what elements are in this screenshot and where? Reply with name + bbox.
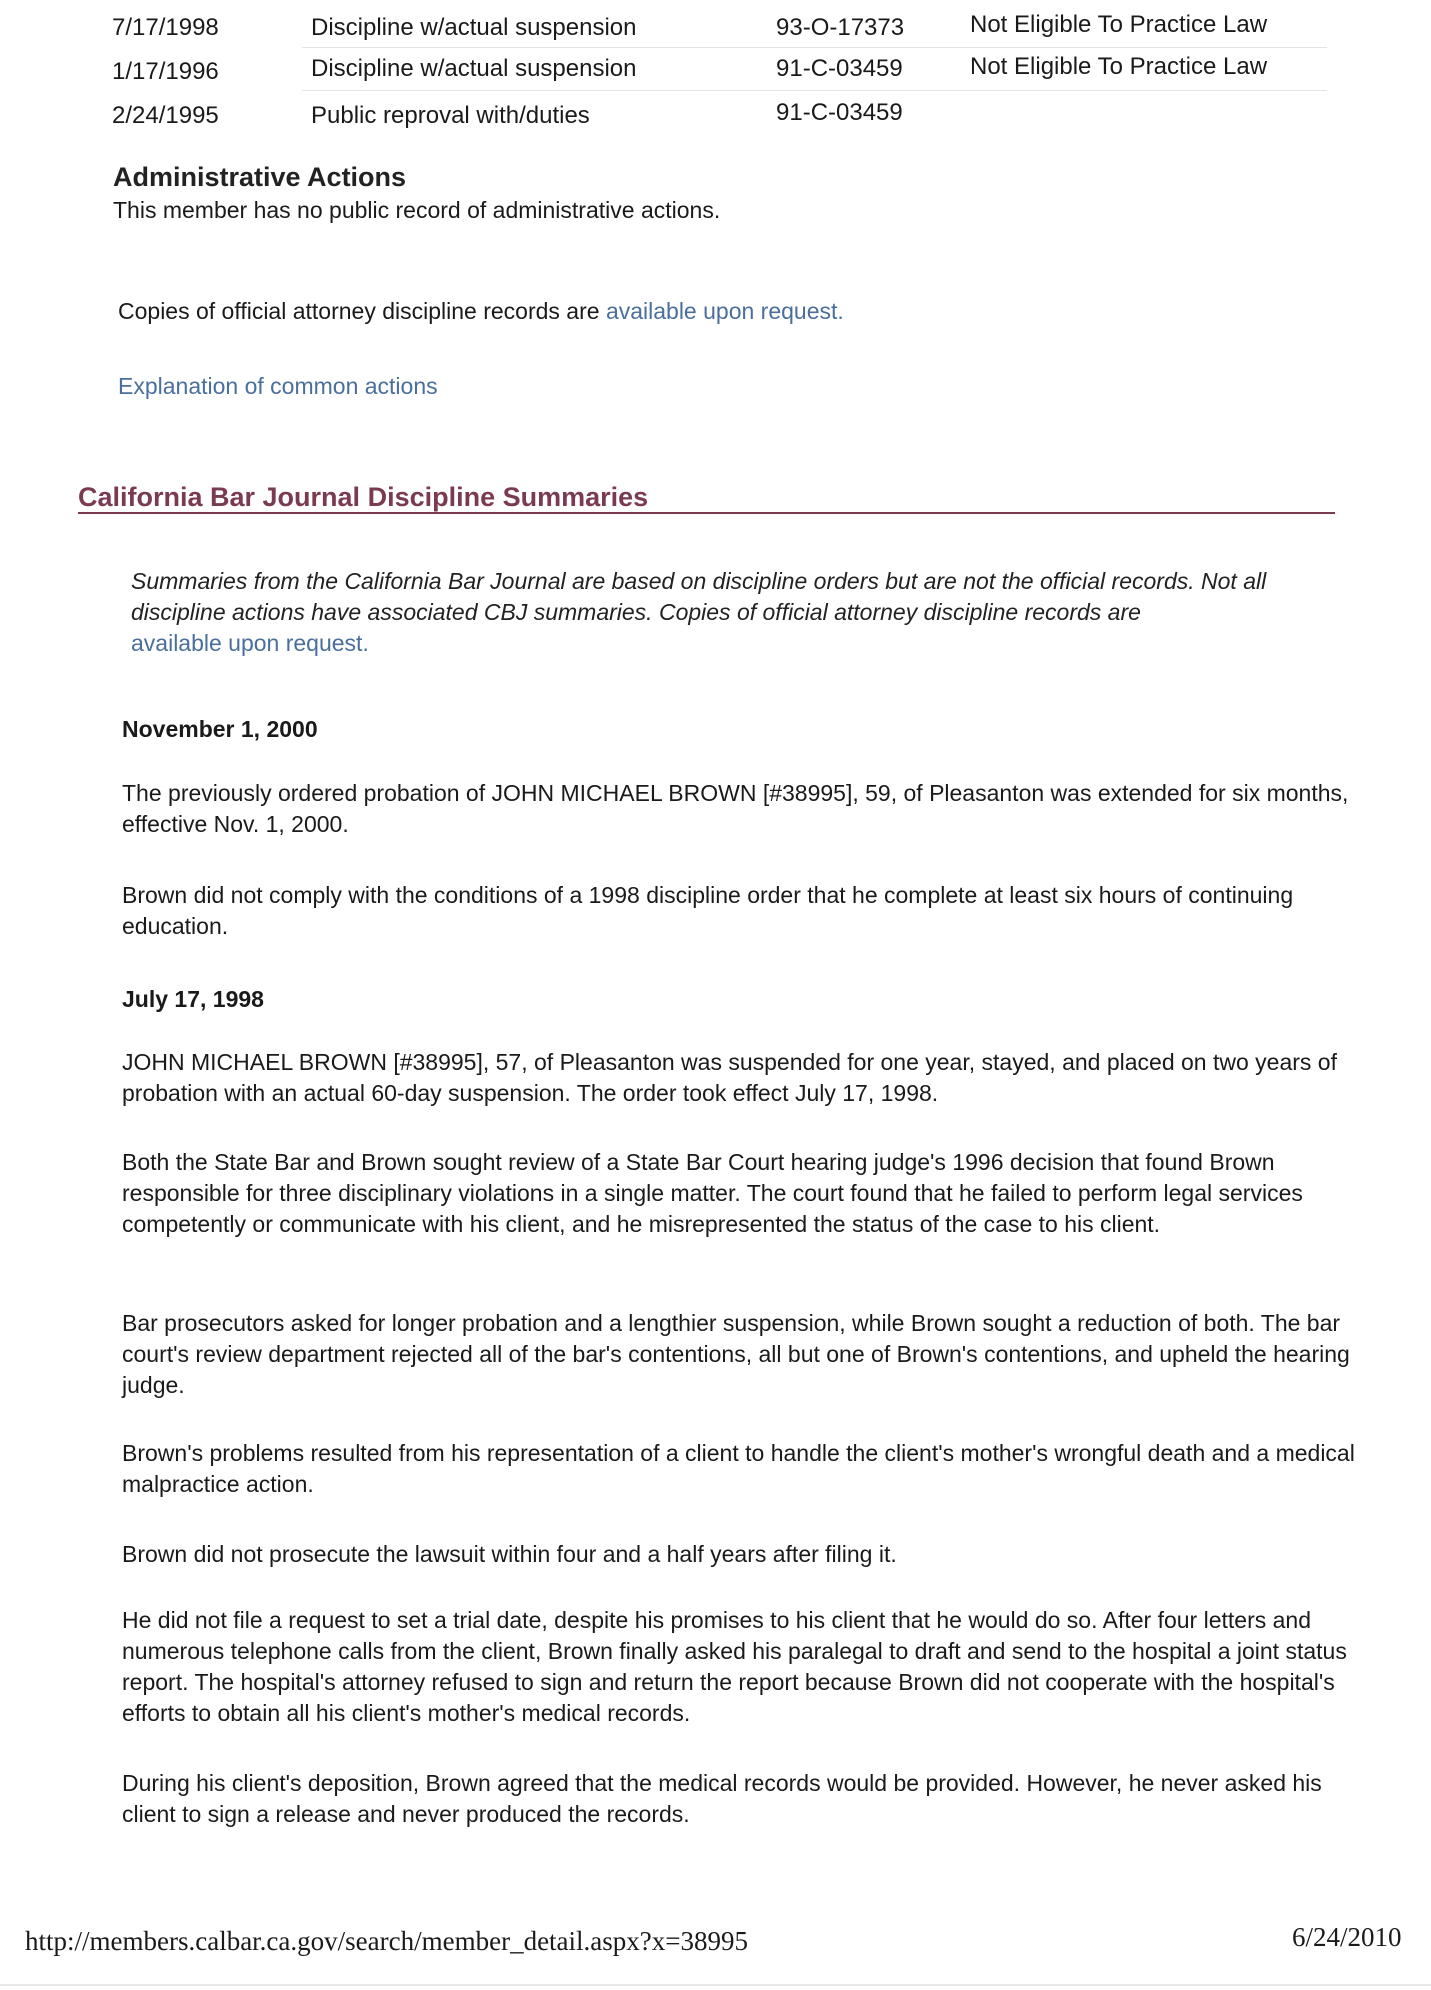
summary-paragraph: Brown did not comply with the conditions of a 1998 discipline order that he complete at least six hours of continuing education.	[122, 882, 1294, 939]
request-link[interactable]: available upon request.	[605, 298, 844, 324]
section-heading: California Bar Journal Discipline Summaries	[78, 482, 649, 512]
summary-paragraph: JOHN MICHAEL BROWN [#38995], 57, of Pleasanton was suspended for one year, stayed, and placed on two years of probation with an actual 60-day suspension. The order took effect July 17, 1998.	[122, 1049, 1337, 1106]
table-row	[0, 11, 1431, 54]
table-row	[0, 99, 1431, 142]
administrative-actions-heading: Administrative Actions	[113, 162, 407, 192]
row-divider	[302, 47, 1327, 48]
status-effect: Not Eligible To Practice Law	[970, 11, 1268, 38]
cbj-disclaimer	[131, 566, 1311, 659]
summary-paragraph: Brown did not prosecute the lawsuit within four and a half years after filing it.	[122, 1541, 897, 1567]
action-date: 7/17/1998	[112, 14, 219, 41]
action-type: Public reproval with/duties	[311, 102, 590, 129]
administrative-actions-text: This member has no public record of administrative actions.	[113, 197, 721, 223]
section-divider	[78, 512, 1335, 514]
summary-paragraph: Bar prosecutors asked for longer probation and a lengthier suspension, while Brown sought a reduction of both. The bar court's review department rejected all of the bar's contentions, all but one of Brown's contentions, and upheld the hearing judge.	[122, 1310, 1350, 1398]
footer-date: 6/24/2010	[1292, 1922, 1402, 1952]
case-number: 91-C-03459	[776, 99, 903, 126]
disclaimer-text: Summaries from the California Bar Journal are based on discipline orders but are not the official records. Not all discipline actions have associated CBJ summaries. Copies of official attorney discipline records are	[131, 568, 1267, 625]
copies-statement	[118, 298, 844, 325]
status-effect: Not Eligible To Practice Law	[970, 53, 1268, 80]
summary-paragraph: He did not file a request to set a trial date, despite his promises to his client that he would do so. After four letters and numerous telephone calls from the client, Brown finally asked his paralegal to draft and send to the hospital a joint status report. The hospital's attorney refused to sign and return the report because Brown did not cooperate with the hospital's efforts to obtain all his client's mother's medical records.	[122, 1607, 1347, 1726]
summary-paragraph: Both the State Bar and Brown sought review of a State Bar Court hearing judge's 1996 decision that found Brown responsible for three disciplinary violations in a single matter. The court found that he failed to perform legal services competently or communicate with his client, and he misrepresented the status of the case to his client.	[122, 1149, 1303, 1237]
summary-paragraph: During his client's deposition, Brown agreed that the medical records would be provided. However, he never asked his client to sign a release and never produced the records.	[122, 1770, 1322, 1827]
row-divider	[302, 90, 1327, 91]
footer-url: http://members.calbar.ca.gov/search/member_detail.aspx?x=38995	[25, 1926, 748, 1956]
copies-text: Copies of official attorney discipline records are	[118, 298, 606, 324]
action-type: Discipline w/actual suspension	[311, 55, 637, 82]
case-number: 93-O-17373	[776, 14, 905, 41]
page-edge-divider	[0, 1984, 1431, 1986]
action-type: Discipline w/actual suspension	[311, 14, 637, 41]
summary-paragraph: Brown's problems resulted from his representation of a client to handle the client's mother's wrongful death and a medical malpractice action.	[122, 1440, 1355, 1497]
request-link[interactable]: available upon request.	[131, 630, 369, 656]
summary-paragraph: The previously ordered probation of JOHN MICHAEL BROWN [#38995], 59, of Pleasanton was extended for six months, effective Nov. 1, 2000.	[122, 780, 1349, 837]
action-date: 1/17/1996	[112, 58, 219, 85]
action-date: 2/24/1995	[112, 102, 219, 129]
case-number: 91-C-03459	[776, 55, 903, 82]
explanation-link[interactable]: Explanation of common actions	[118, 373, 438, 399]
table-row	[0, 53, 1431, 98]
summary-date: November 1, 2000	[122, 716, 318, 742]
summary-date: July 17, 1998	[122, 986, 264, 1012]
